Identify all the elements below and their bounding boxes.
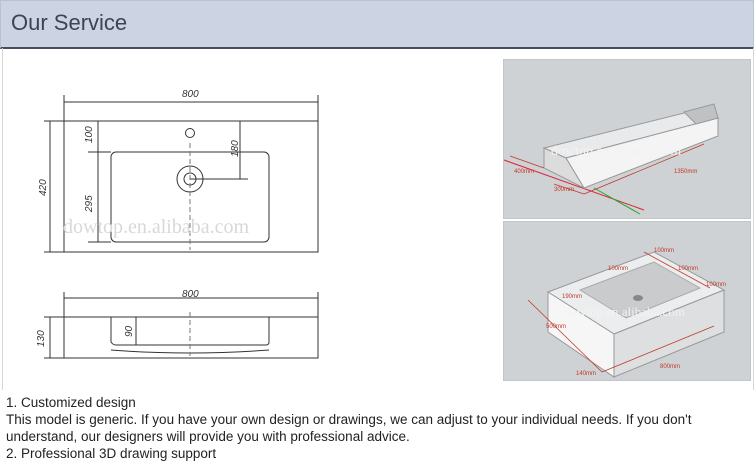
render2-label: 100mm <box>678 266 699 272</box>
render2-label: 800mm <box>660 364 681 370</box>
description-line: 2. Professional 3D drawing support <box>6 446 217 461</box>
render1-dim-b: 300mm <box>554 187 575 193</box>
render2-label: 100mm <box>654 248 675 254</box>
render2-label: 190mm <box>562 294 583 300</box>
side-width-label: 800 <box>182 289 199 300</box>
render2-label: 100mm <box>608 266 629 272</box>
side-height-label: 130 <box>36 330 47 347</box>
dim-a-label: 100 <box>84 126 95 143</box>
description-line: This model is generic. If you have your own design or drawings, we can adjust to your individual needs. If you don't <box>6 412 692 427</box>
render2-watermark: dowtop.en.alibaba.com <box>564 304 685 319</box>
side-view-outline <box>64 317 318 358</box>
description-line: understand, our designers will provide you with professional advice. <box>6 429 410 444</box>
render-3d-basin <box>503 221 751 381</box>
top-width-label: 800 <box>182 89 199 100</box>
dim-b-label: 180 <box>230 140 241 157</box>
render2-label: 100mm <box>706 282 727 288</box>
render1-dim-a: 400mm <box>514 169 535 175</box>
service-description <box>6 394 751 462</box>
page-title: Our Service <box>11 10 128 35</box>
render1-watermark: dowtop.en.alibaba.com <box>551 144 682 159</box>
top-height-label: 420 <box>38 179 49 196</box>
side-depth-label: 90 <box>124 325 135 337</box>
render-3d-long-sink <box>503 59 751 219</box>
render2-label: 500mm <box>546 324 567 330</box>
description-line: 1. Customized design <box>6 395 136 410</box>
render2-label: 140mm <box>576 371 597 377</box>
drawing-watermark: dowtop.en.alibaba.com <box>63 216 250 238</box>
dim-c-label: 295 <box>84 195 95 212</box>
render1-dim-c: 1350mm <box>674 169 698 175</box>
